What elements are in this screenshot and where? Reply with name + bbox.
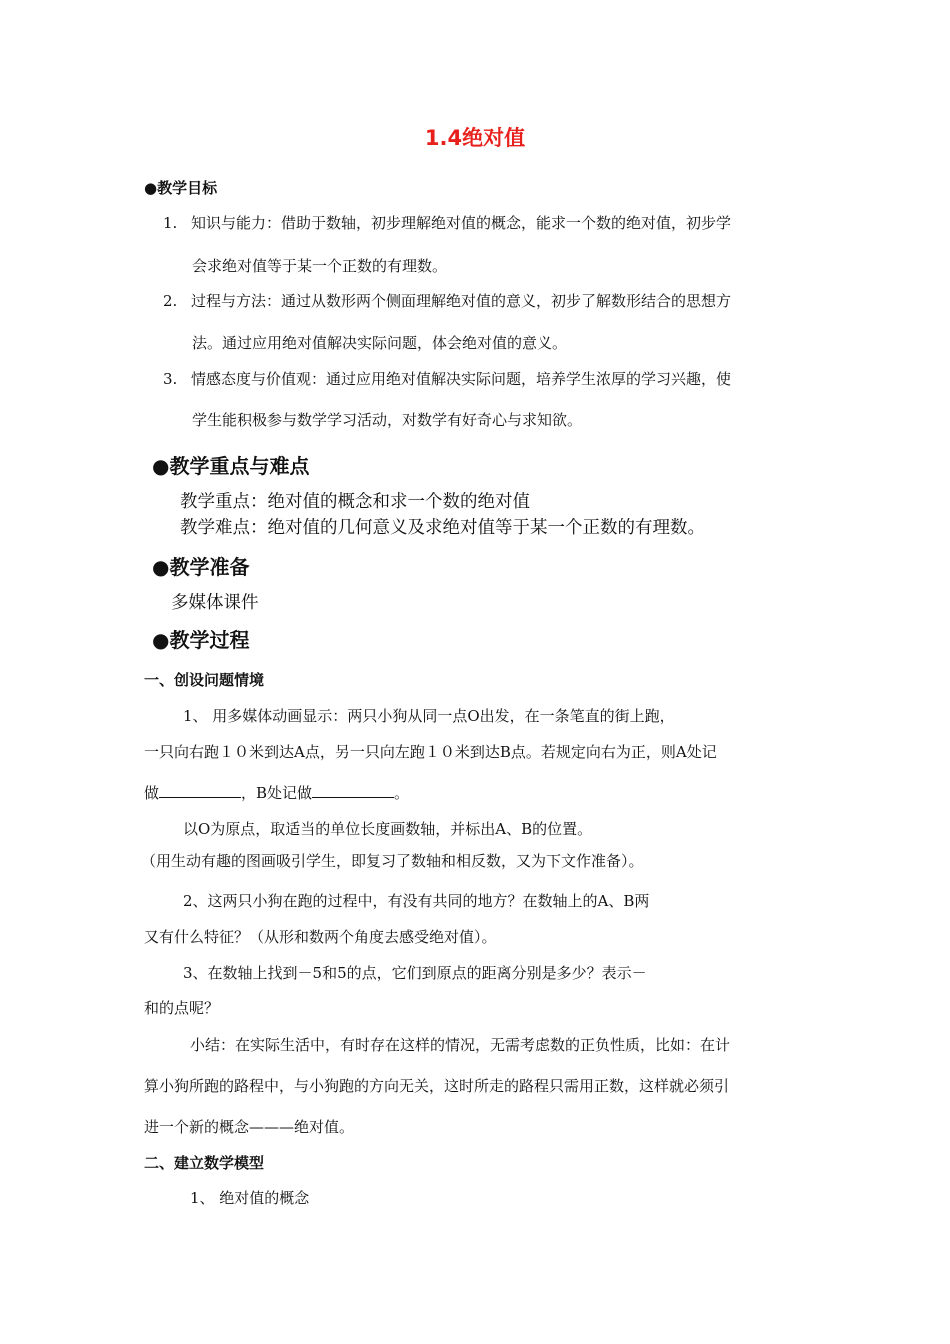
goal-item-1-number: 1. bbox=[163, 214, 178, 232]
section1-p1-line2: 一只向右跑１０米到达A点，另一只向左跑１０米到达B点。若规定向右为正，则A处记 bbox=[144, 743, 717, 761]
goals-heading: ●教学目标 bbox=[144, 179, 218, 197]
goal-item-2-number: 2. bbox=[163, 292, 178, 310]
keypoints-focus: 教学重点：绝对值的概念和求一个数的绝对值 bbox=[180, 492, 530, 512]
section1-p4-line2: 又有什么特征？（从形和数两个角度去感受绝对值）。 bbox=[144, 928, 497, 946]
goal-item-1-line1: 1. 知识与能力：借助于数轴，初步理解绝对值的概念，能求一个数的绝对值，初步学 bbox=[163, 214, 732, 232]
section2-heading: 二、建立数学模型 bbox=[144, 1154, 265, 1172]
section1-p5-line1: 3、在数轴上找到－5和5的点，它们到原点的距离分别是多少？表示－ bbox=[183, 964, 647, 982]
summary-line3: 进一个新的概念———绝对值。 bbox=[144, 1118, 355, 1136]
summary-line1: 小结：在实际生活中，有时存在这样的情况，无需考虑数的正负性质，比如：在计 bbox=[190, 1036, 731, 1054]
goal-item-3-line1: 3. 情感态度与价值观：通过应用绝对值解决实际问题，培养学生浓厚的学习兴趣，使 bbox=[163, 370, 732, 388]
section1-heading: 一、创设问题情境 bbox=[144, 671, 265, 689]
section1-p3: （用生动有趣的图画吸引学生，即复习了数轴和相反数，又为下文作准备）。 bbox=[141, 852, 644, 870]
process-heading: ●教学过程 bbox=[152, 628, 250, 652]
preparation-content: 多媒体课件 bbox=[171, 593, 259, 613]
document-title: 1.4绝对值 bbox=[424, 126, 526, 150]
summary-line2: 算小狗所跑的路程中，与小狗跑的方向无关，这时所走的路程只需用正数，这样就必须引 bbox=[144, 1077, 730, 1095]
section1-p5-line2: 和的点呢？ bbox=[144, 999, 220, 1017]
goal-item-3-number: 3. bbox=[163, 370, 178, 388]
section2-p1: 1、 绝对值的概念 bbox=[190, 1189, 310, 1207]
section1-p1-line1: 1、 用多媒体动画显示：两只小狗从同一点O出发，在一条笔直的街上跑， bbox=[183, 707, 675, 725]
section1-p2: 以O为原点，取适当的单位长度画数轴，并标出A、B的位置。 bbox=[183, 820, 593, 838]
keypoints-difficulty: 教学难点：绝对值的几何意义及求绝对值等于某一个正数的有理数。 bbox=[180, 518, 705, 538]
goal-item-2-line2: 法。通过应用绝对值解决实际问题，体会绝对值的意义。 bbox=[192, 334, 568, 352]
keypoints-heading: ●教学重点与难点 bbox=[152, 454, 310, 478]
goal-item-2-line1: 2. 过程与方法：通过从数形两个侧面理解绝对值的意义，初步了解数形结合的思想方 bbox=[163, 292, 732, 310]
answer-blank-b bbox=[312, 785, 394, 798]
goal-item-3-line2: 学生能积极参与数学学习活动，对数学有好奇心与求知欲。 bbox=[192, 411, 583, 429]
answer-blank-a bbox=[159, 785, 241, 798]
section1-p1-line3: 做 ，B处记做 。 bbox=[144, 784, 410, 802]
goal-item-1-line2: 会求绝对值等于某一个正数的有理数。 bbox=[192, 257, 448, 275]
section1-p4-line1: 2、这两只小狗在跑的过程中，有没有共同的地方？在数轴上的A、B两 bbox=[183, 892, 650, 910]
preparation-heading: ●教学准备 bbox=[152, 555, 250, 579]
